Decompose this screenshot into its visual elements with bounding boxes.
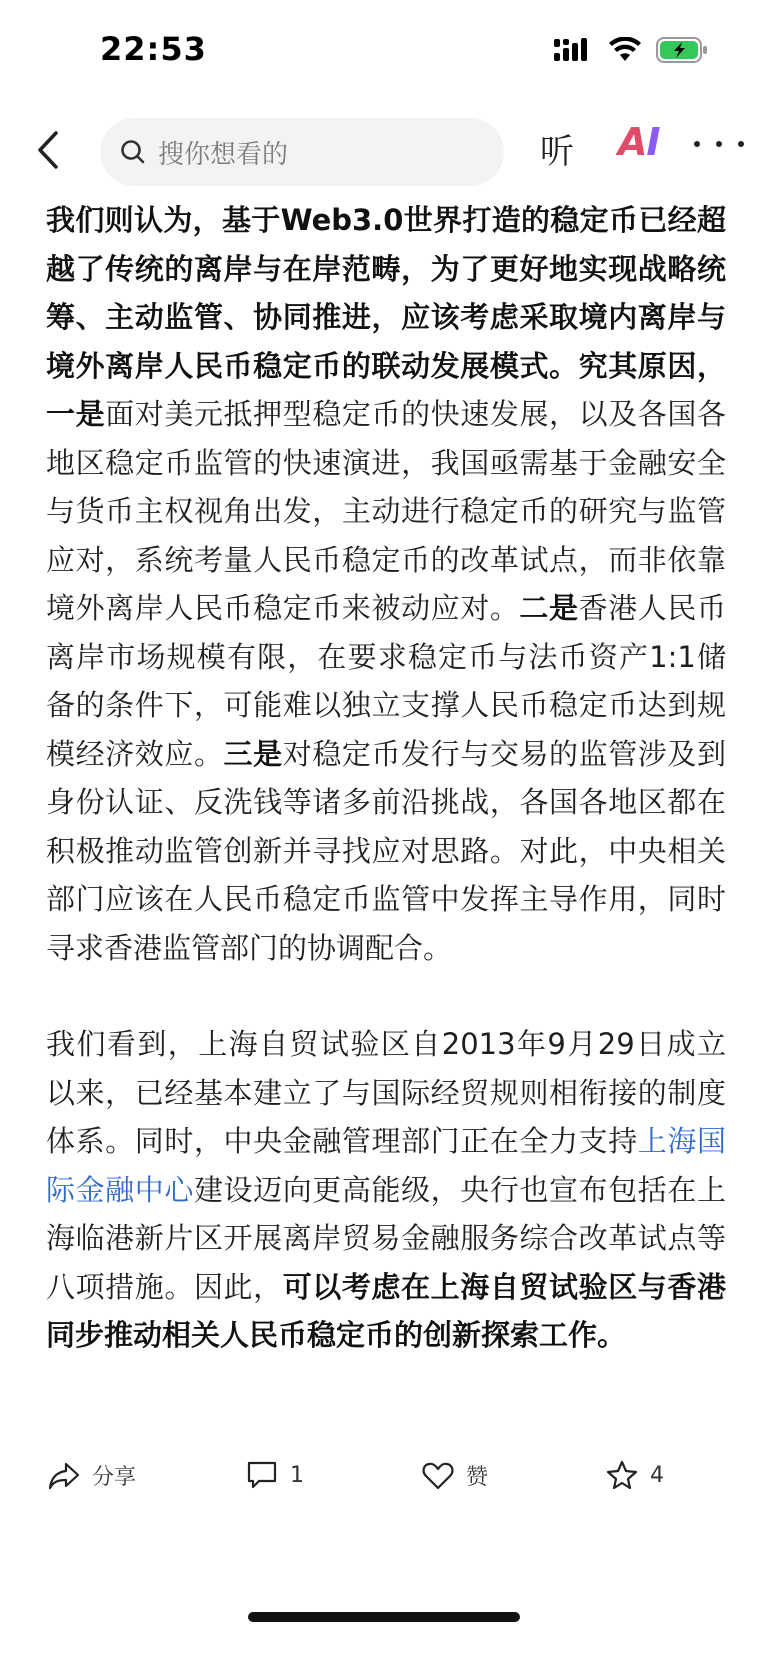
share-icon (48, 1461, 80, 1491)
status-icons (554, 36, 708, 64)
more-options-button[interactable] (694, 124, 744, 164)
battery-charging-icon (656, 36, 708, 64)
star-icon (606, 1460, 638, 1490)
back-button[interactable] (28, 128, 68, 172)
body-text: 面对美元抵押型稳定币的快速发展，以及各国各地区稳定币监管的快速演进，我国亟需基于金融安全与货币主权视角出发，主动进行稳定币的研究与监管应对，系统考量人民币稳定币的改革试点，而非依靠境外离岸人民币稳定币来被动应对。 (46, 397, 726, 625)
article-body (46, 196, 726, 1360)
favorite-button[interactable] (606, 1460, 664, 1490)
body-text: 香港人民币离岸市场规模有限，在要求稳定币与法币资产1:1储备的条件下，可能难以独立支撑人民币稳定币达到规模经济效应。 (46, 591, 726, 771)
ai-label-a: A (618, 120, 647, 164)
bold-text: 三是 (223, 736, 283, 771)
bold-text: 我们则认为，基于Web3.0世界打造的稳定币已经超越了传统的离岸与在岸范畴，为了更好地实现战略统筹、主动监管、协同推进，应该考虑采取境内离岸与境外离岸人民币稳定币的联动发展模式。究其原因，一是 (46, 203, 726, 431)
share-label: 分享 (92, 1465, 137, 1490)
bold-text: 二是 (519, 591, 579, 625)
like-button[interactable] (422, 1460, 488, 1491)
comment-button[interactable] (246, 1460, 304, 1490)
ai-button[interactable] (618, 120, 660, 164)
shanghai-finance-center-link[interactable]: 上海国际金融中心 (46, 1124, 726, 1207)
favorite-count: 4 (650, 1462, 664, 1488)
wifi-icon (608, 37, 642, 63)
ai-label-i: I (646, 120, 660, 164)
more-dot-icon (738, 141, 744, 147)
body-text: 建设迈向更高能级，央行也宣布包括在上海临港新片区开展离岸贸易金融服务综合改革试点等八项措施。因此， (46, 1172, 726, 1304)
more-dot-icon (716, 141, 722, 147)
heart-icon (422, 1461, 454, 1491)
more-dot-icon (694, 141, 700, 147)
status-time: 22:53 (100, 30, 207, 68)
action-bar (0, 1448, 768, 1528)
body-text: 对稳定币发行与交易的监管涉及到身份认证、反洗钱等诸多前沿挑战，各国各地区都在积极推动监管创新并寻找应对思路。对此，中央相关部门应该在人民币稳定币监管中发挥主导作用，同时寻求香港监管部门的协调配合。 (46, 736, 726, 965)
search-input[interactable] (100, 118, 504, 186)
nav-bar (0, 112, 768, 192)
like-label: 赞 (466, 1465, 489, 1490)
chevron-left-icon (36, 130, 60, 170)
comment-icon (246, 1460, 278, 1490)
search-placeholder: 搜你想看的 (158, 139, 289, 170)
search-icon (120, 139, 146, 165)
listen-button[interactable]: 听 (540, 132, 574, 172)
article-paragraph-2 (46, 1020, 726, 1360)
cellular-signal-icon (554, 37, 594, 63)
bold-text: 可以考虑在上海自贸试验区与香港同步推动相关人民币稳定币的创新探索工作。 (46, 1269, 726, 1352)
share-button[interactable] (48, 1460, 136, 1491)
home-indicator (248, 1612, 520, 1622)
status-bar (0, 0, 768, 104)
article-paragraph-1 (46, 196, 726, 972)
comment-count: 1 (290, 1462, 304, 1488)
body-text: 我们看到，上海自贸试验区自2013年9月29日成立以来，已经基本建立了与国际经贸规则相衔接的制度体系。同时，中央金融管理部门正在全力支持 (46, 1027, 726, 1158)
